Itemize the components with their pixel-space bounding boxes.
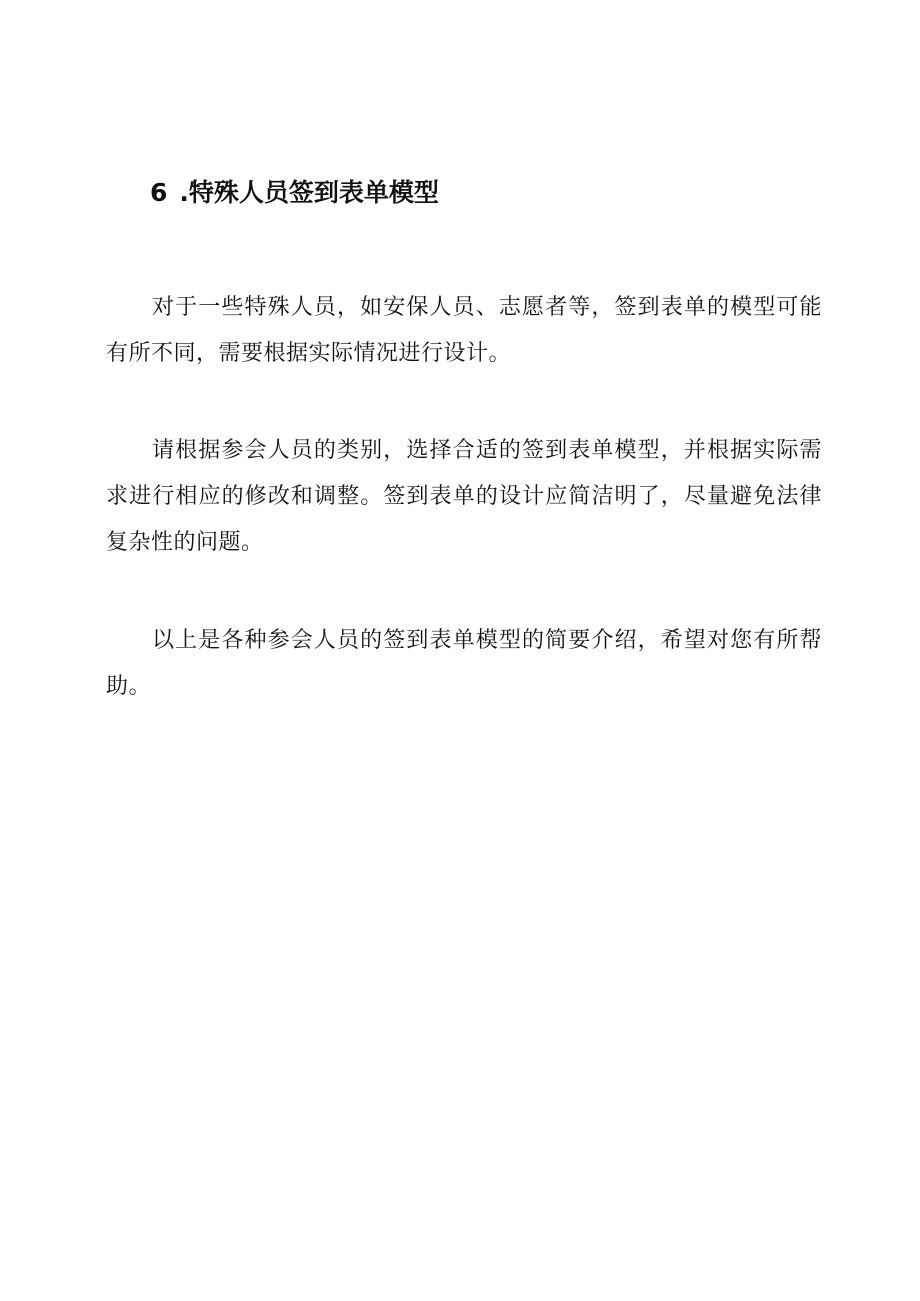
paragraph-special-personnel: 对于一些特殊人员，如安保人员、志愿者等，签到表单的模型可能有所不同，需要根据实际情况进行设计。 — [106, 295, 822, 366]
paragraph-selection-advice: 请根据参会人员的类别，选择合适的签到表单模型，并根据实际需求进行相应的修改和调整。签到表单的设计应简洁明了，尽量避免法律复杂性的问题。 — [106, 438, 822, 555]
section-title: .特殊人员签到表单模型 — [179, 178, 439, 207]
section-number: 6 — [150, 178, 168, 207]
section-heading — [150, 171, 439, 215]
paragraph-conclusion: 以上是各种参会人员的签到表单模型的简要介绍，希望对您有所帮助。 — [106, 628, 822, 699]
